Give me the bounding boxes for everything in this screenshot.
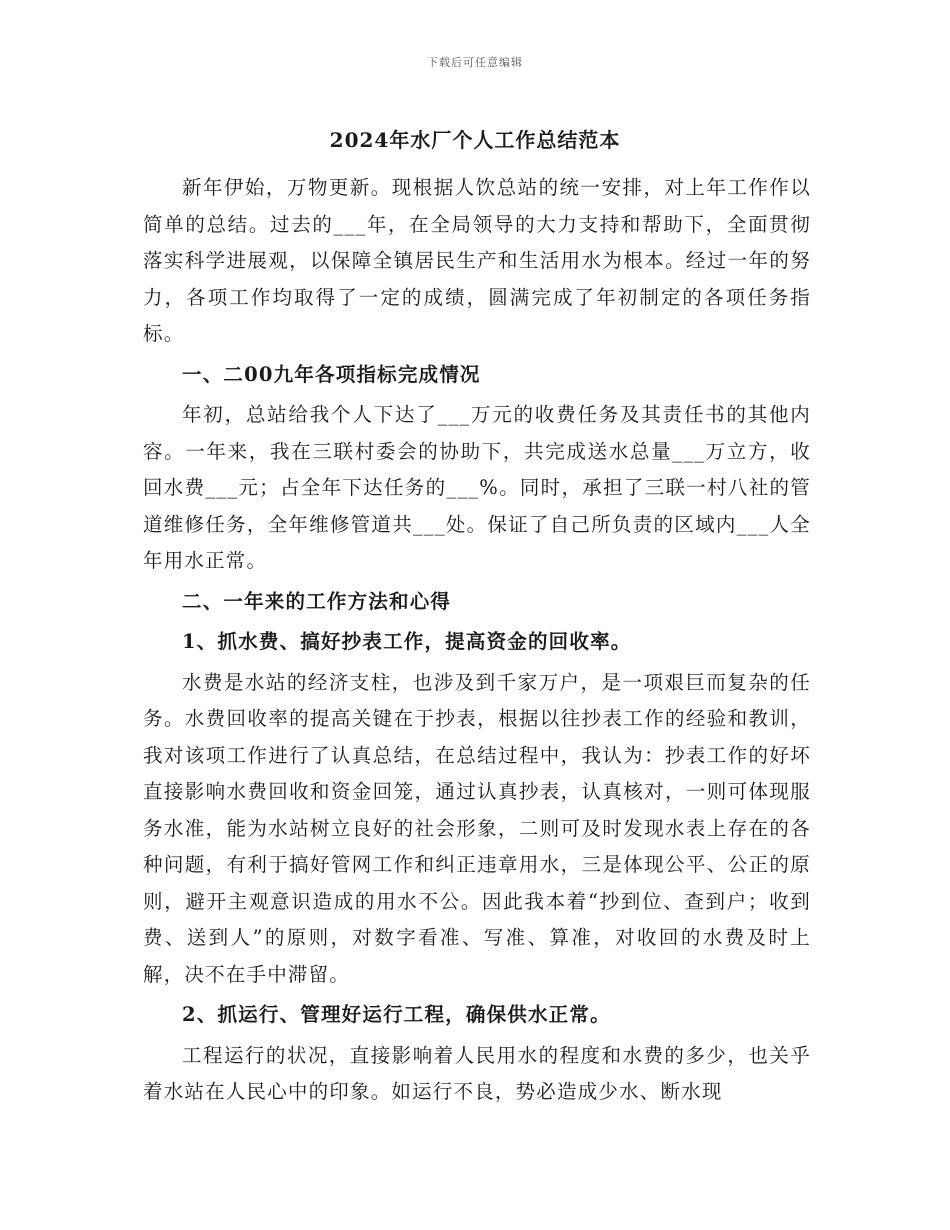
section-heading-1: 一、二00九年各项指标完成情况 — [182, 362, 481, 386]
subsection-heading-1: 1、抓水费、搞好抄表工作，提高资金的回收率。 — [182, 630, 632, 653]
paragraph-water-fees: 水费是水站的经济支柱，也涉及到千家万户，是一项艰巨而复杂的任务。水费回收率的提高关键在于抄表，根据以往抄表工作的经验和教训，我对该项工作进行了认真总结，在总结过程中，我认为：抄表工作的好坏直接影响水费回收和资金回笼，通过认真抄表，认真核对，一则可体现服务水准，能为水站树立良好的社会形象，二则可及时发现水表上存在的各种问题，有利于搞好管网工作和纠正违章用水，三是体现公平、公正的原则，避开主观意识造成的用水不公。因此我本着“抄到位、查到户；收到费、送到人”的原则，对数字看准、写准、算准，对收回的水费及时上解，决不在手中滞留。 — [143, 670, 811, 986]
document-title: 2024年水厂个人工作总结范本 — [329, 128, 621, 152]
header-note: 下载后可任意编辑 — [427, 56, 523, 69]
document-body — [143, 170, 811, 1111]
subsection-heading-2: 2、抓运行、管理好运行工程，确保供水正常。 — [182, 1003, 611, 1026]
section-heading-2: 二、一年来的工作方法和心得 — [182, 589, 452, 613]
paragraph-operations: 工程运行的状况，直接影响着人民用水的程度和水费的多少，也关乎着水站在人民心中的印象。如运行不良，势必造成少水、断水现 — [143, 1043, 811, 1103]
paragraph-targets: 年初，总站给我个人下达了___万元的收费任务及其责任书的其他内容。一年来，我在三联村委会的协助下，共完成送水总量___万立方，收回水费___元；占全年下达任务的___%。同时，承担了三联一村八社的管道维修任务，全年维修管道共___处。保证了自己所负责的区域内___人全年用水正常。 — [143, 403, 811, 572]
paragraph-intro: 新年伊始，万物更新。现根据人饮总站的统一安排，对上年工作作以简单的总结。过去的___年，在全局领导的大力支持和帮助下，全面贯彻落实科学进展观，以保障全镇居民生产和生活用水为根本。经过一年的努力，各项工作均取得了一定的成绩，圆满完成了年初制定的各项任务指标。 — [143, 176, 811, 345]
